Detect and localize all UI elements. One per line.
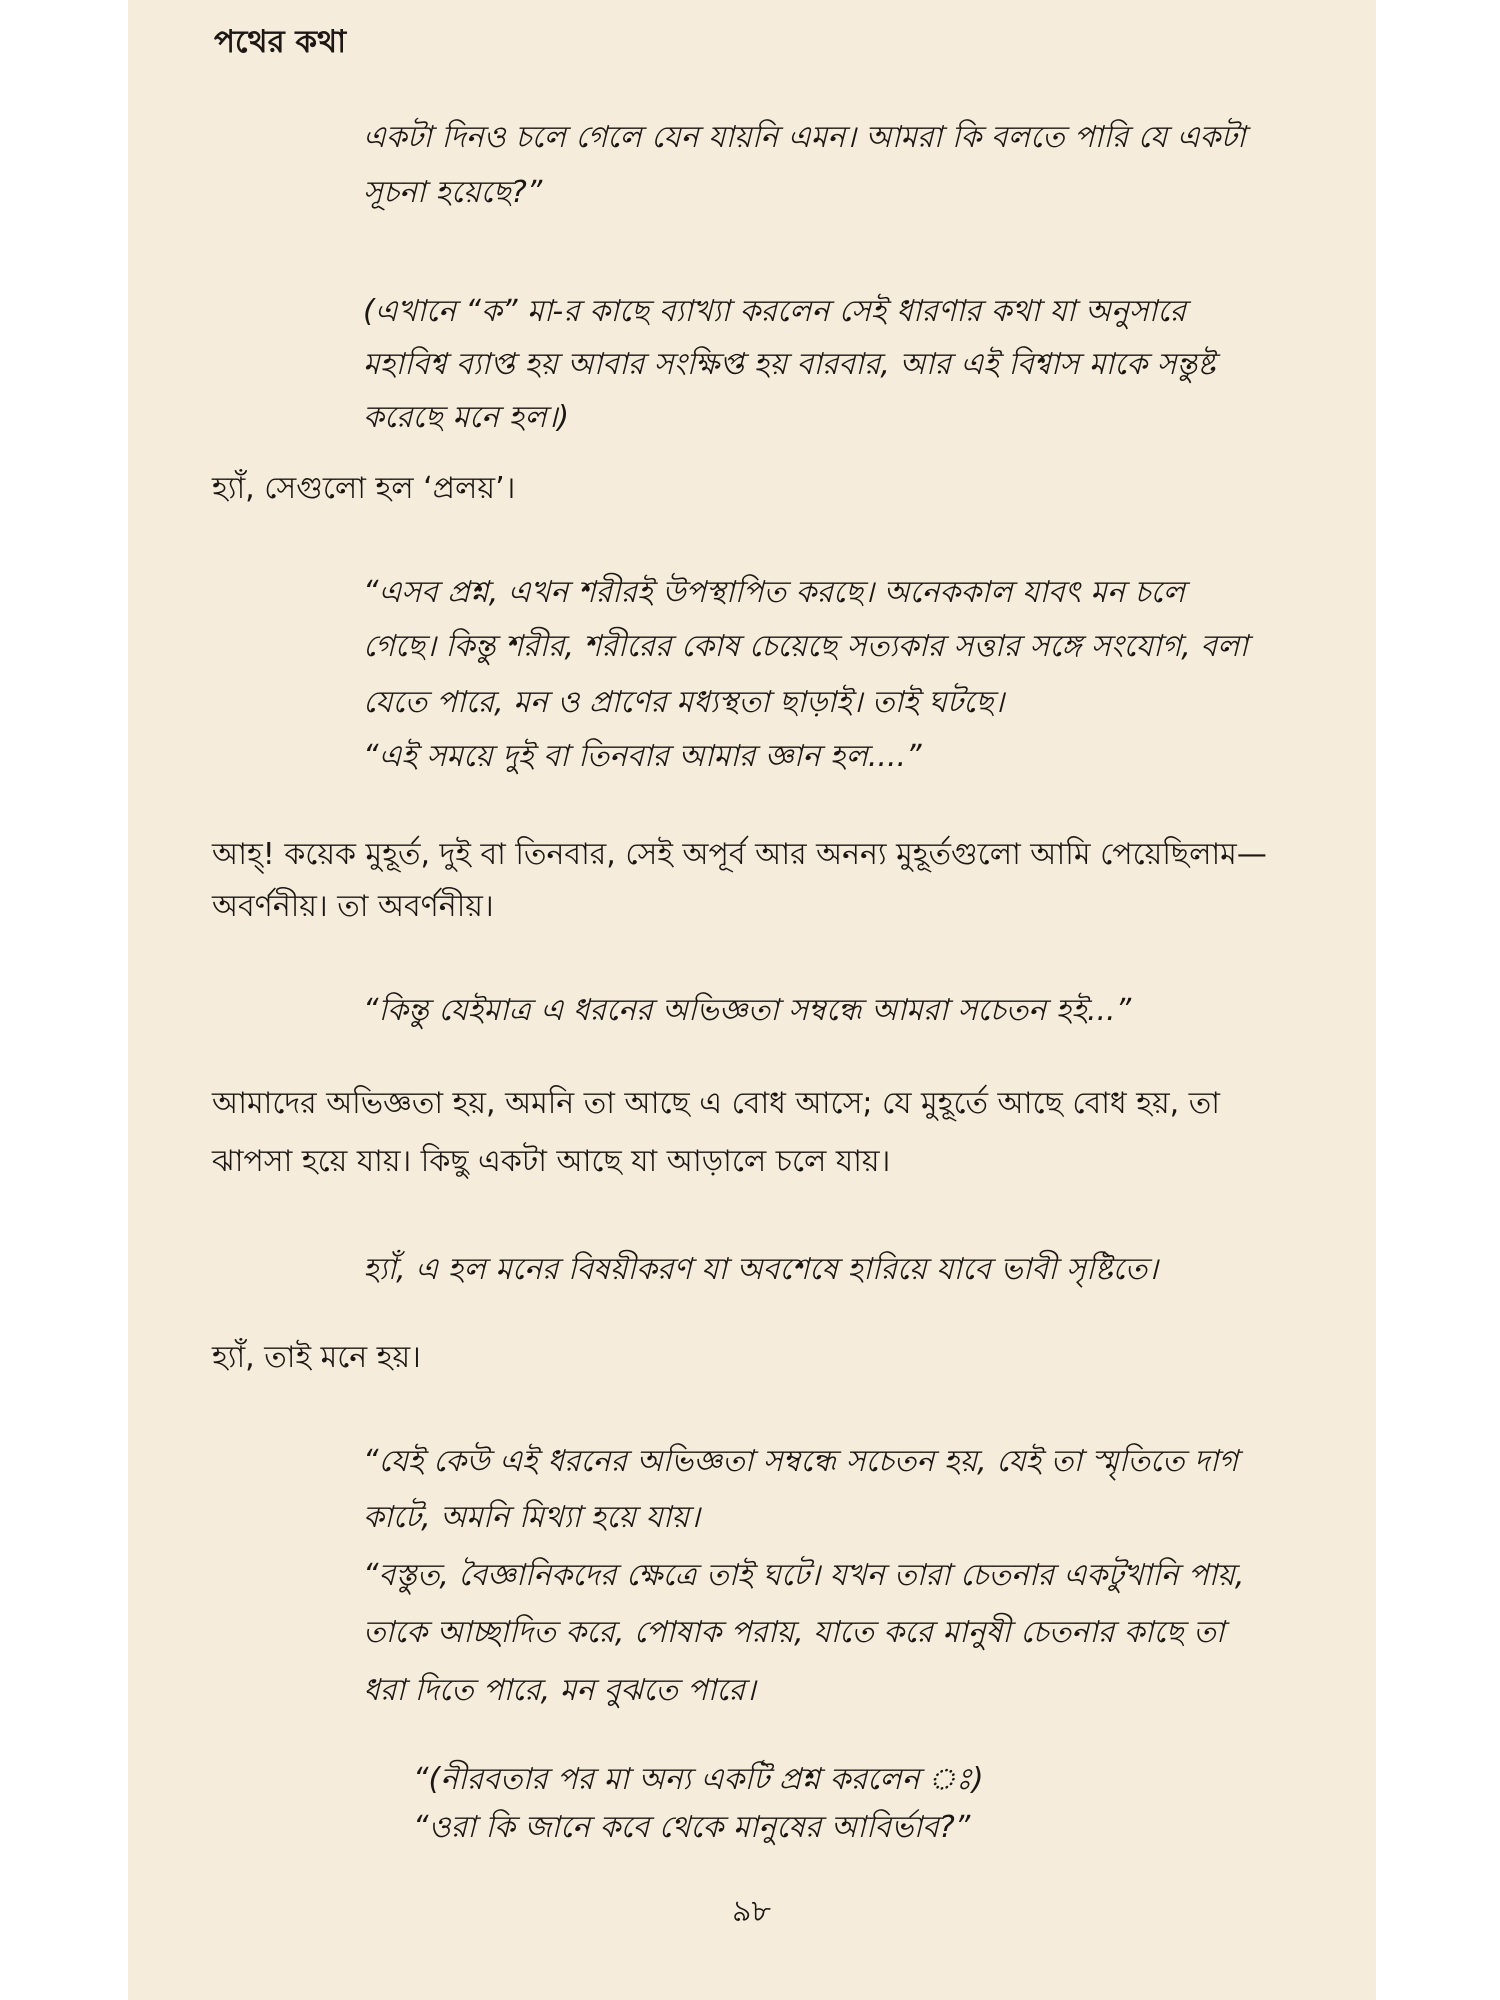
text-line: “বস্তুত, বৈজ্ঞানিকদের ক্ষেত্রে তাই ঘটে। যখন তারা চেতনার একটুখানি পায়, [363, 1558, 1245, 1593]
text-line: আমাদের অভিজ্ঞতা হয়, অমনি তা আছে এ বোধ আসে; যে মুহূর্তে আছে বোধ হয়, তা [212, 1086, 1220, 1121]
text-line: অবর্ণনীয়। তা অবর্ণনীয়। [212, 889, 494, 924]
text-line: কাটে, অমনি মিথ্যা হয়ে যায়। [363, 1500, 700, 1535]
text-line: “(নীরবতার পর মা অন্য একটি প্রশ্ন করলেন ঃ) [413, 1762, 984, 1797]
text-line: মহাবিশ্ব ব্যাপ্ত হয় আবার সংক্ষিপ্ত হয় বারবার, আর এই বিশ্বাস মাকে সন্তুষ্ট [363, 347, 1216, 382]
text-line: করেছে মনে হল।) [363, 400, 570, 435]
running-head: পথের কথা [214, 24, 347, 60]
text-line: ঝাপসা হয়ে যায়। কিছু একটা আছে যা আড়ালে চলে যায়। [212, 1144, 891, 1179]
text-line: আহ্! কয়েক মুহূর্ত, দুই বা তিনবার, সেই অপূর্ব আর অনন্য মুহূর্তগুলো আমি পেয়েছিলাম— [212, 837, 1267, 872]
text-line: হ্যাঁ, সেগুলো হল ‘প্রলয়’। [212, 471, 516, 506]
book-page [128, 0, 1376, 2000]
text-line: (এখানে “ক” মা-র কাছে ব্যাখ্যা করলেন সেই ধারণার কথা যা অনুসারে [363, 294, 1186, 329]
text-line: হ্যাঁ, এ হল মনের বিষয়ীকরণ যা অবশেষে হারিয়ে যাবে ভাবী সৃষ্টিতে। [363, 1252, 1158, 1287]
text-line: একটা দিনও চলে গেলে যেন যায়নি এমন। আমরা কি বলতে পারি যে একটা [363, 120, 1246, 155]
page-number: ৯৮ [732, 1894, 771, 1929]
text-line: গেছে। কিন্তু শরীর, শরীরের কোষ চেয়েছে সত্যকার সত্তার সঙ্গে সংযোগ, বলা [363, 629, 1249, 664]
text-line: “এই সময়ে দুই বা তিনবার আমার জ্ঞান হল....” [363, 739, 922, 774]
text-line: “এসব প্রশ্ন, এখন শরীরই উপস্থাপিত করছে। অনেককাল যাবৎ মন চলে [363, 575, 1185, 610]
text-line: “ওরা কি জানে কবে থেকে মানুষের আবির্ভাব?” [413, 1810, 971, 1845]
text-line: হ্যাঁ, তাই মনে হয়। [212, 1340, 421, 1375]
text-line: সূচনা হয়েছে?” [363, 175, 543, 210]
text-line: ধরা দিতে পারে, মন বুঝতে পারে। [363, 1673, 756, 1708]
text-line: “যেই কেউ এই ধরনের অভিজ্ঞতা সম্বন্ধে সচেতন হয়, যেই তা স্মৃতিতে দাগ [363, 1444, 1239, 1479]
text-line: যেতে পারে, মন ও প্রাণের মধ্যস্থতা ছাড়াই। তাই ঘটছে। [363, 685, 1005, 720]
text-line: তাকে আচ্ছাদিত করে, পোষাক পরায়, যাতে করে মানুষী চেতনার কাছে তা [363, 1615, 1225, 1650]
text-line: “কিন্তু যেইমাত্র এ ধরনের অভিজ্ঞতা সম্বন্ধে আমরা সচেতন হই...” [363, 993, 1132, 1028]
